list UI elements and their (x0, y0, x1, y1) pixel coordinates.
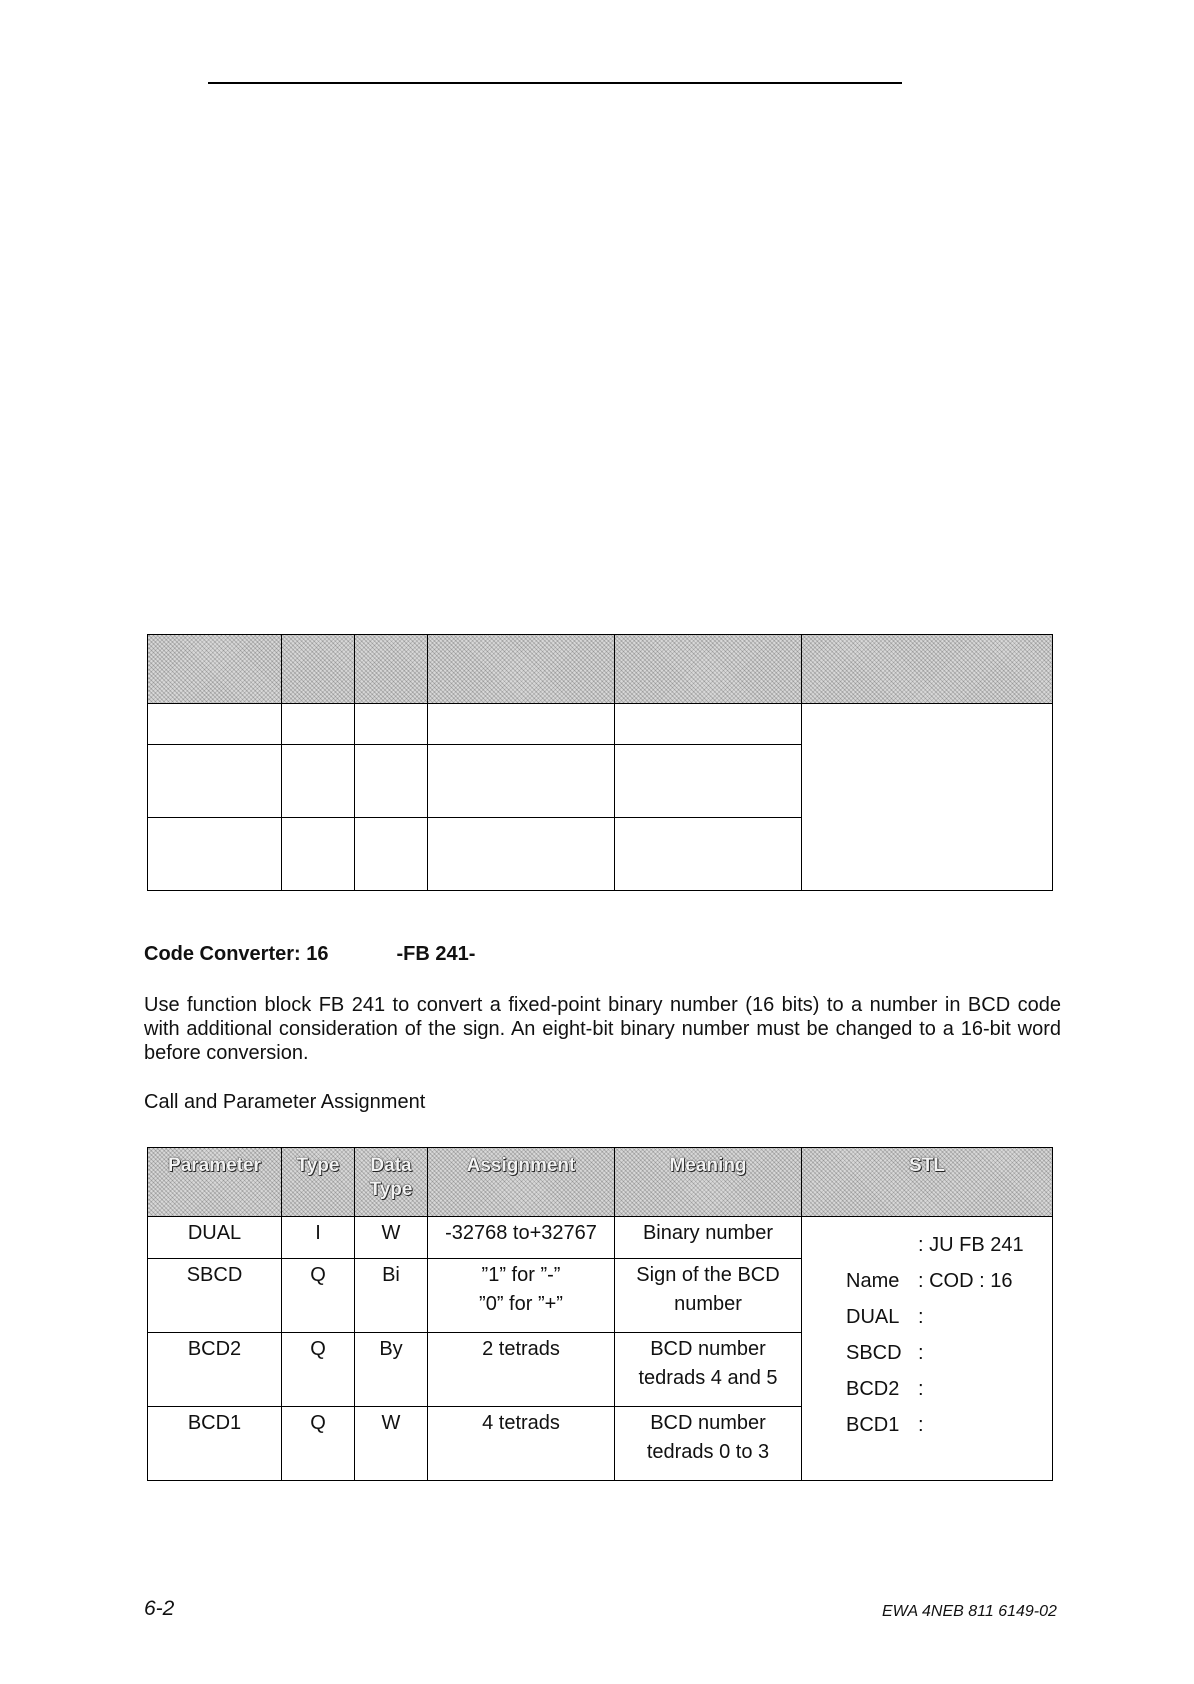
empty-cell (282, 745, 355, 818)
header-data-type-line1: Data (370, 1155, 412, 1176)
header-data-type (355, 1148, 428, 1217)
meaning-line1: Binary number (642, 1222, 774, 1244)
empty-parameter-table (147, 634, 1053, 891)
page-number: 6-2 (144, 1597, 175, 1620)
empty-cell (428, 818, 615, 891)
meaning-line1: BCD number (650, 1338, 766, 1360)
section-heading (144, 943, 475, 966)
header-data-type-line2: Type (369, 1179, 413, 1200)
meaning-line2: tedrads 0 to 3 (646, 1441, 770, 1463)
empty-cell (615, 745, 802, 818)
stl-label: SBCD (846, 1342, 902, 1364)
stl-line (802, 1371, 1052, 1407)
empty-header-cell (282, 635, 355, 704)
empty-cell (615, 818, 802, 891)
cell-type: Q (282, 1407, 355, 1481)
table-header-row (148, 1148, 1053, 1217)
header-parameter: Parameter (148, 1148, 282, 1217)
assignment-line2: ”0” for ”+” (479, 1293, 563, 1315)
stl-label (802, 1227, 918, 1263)
cell-data-type: Bi (355, 1259, 428, 1333)
stl-label: BCD2 (846, 1378, 900, 1400)
empty-cell (355, 745, 428, 818)
stl-line (802, 1227, 1052, 1263)
stl-line (802, 1263, 1052, 1299)
cell-meaning (615, 1217, 802, 1259)
header-type: Type (282, 1148, 355, 1217)
cell-data-type: W (355, 1407, 428, 1481)
stl-line (802, 1299, 1052, 1335)
empty-header-cell (428, 635, 615, 704)
assignment-line1: ”1” for ”-” (481, 1264, 561, 1286)
stl-value: : (918, 1306, 924, 1328)
empty-cell (282, 818, 355, 891)
header-assignment: Assignment (428, 1148, 615, 1217)
section-title: Code Converter: 16 (144, 943, 329, 965)
cell-data-type: W (355, 1217, 428, 1259)
cell-type: I (282, 1217, 355, 1259)
empty-cell (148, 704, 282, 745)
cell-type: Q (282, 1333, 355, 1407)
empty-cell (282, 704, 355, 745)
meaning-line2: number (674, 1293, 742, 1315)
cell-assignment (428, 1333, 615, 1407)
stl-label: Name (846, 1270, 900, 1292)
cell-type: Q (282, 1259, 355, 1333)
empty-stl-cell (802, 704, 1053, 891)
header-meaning: Meaning (615, 1148, 802, 1217)
meaning-line1: Sign of the BCD (636, 1264, 780, 1286)
stl-value: : JU FB 241 (918, 1234, 1024, 1256)
cell-parameter: BCD2 (148, 1333, 282, 1407)
empty-header-cell (355, 635, 428, 704)
empty-cell (355, 818, 428, 891)
empty-header-cell (148, 635, 282, 704)
cell-meaning (615, 1407, 802, 1481)
stl-label: DUAL (846, 1306, 900, 1328)
table-row (148, 1217, 1053, 1259)
empty-header-cell (615, 635, 802, 704)
stl-cell (802, 1217, 1053, 1481)
cell-parameter: DUAL (148, 1217, 282, 1259)
cell-parameter: BCD1 (148, 1407, 282, 1481)
assignment-line1: 4 tetrads (482, 1412, 560, 1434)
cell-meaning (615, 1333, 802, 1407)
section-block-id: -FB 241- (396, 943, 476, 965)
stl-value: : (918, 1378, 924, 1400)
call-subheading: Call and Parameter Assignment (144, 1091, 426, 1113)
document-id: EWA 4NEB 811 6149-02 (882, 1603, 1057, 1620)
stl-value: : COD : 16 (918, 1270, 1013, 1292)
stl-value: : (918, 1342, 924, 1364)
meaning-line2: tedrads 4 and 5 (638, 1367, 778, 1389)
empty-cell (355, 704, 428, 745)
cell-data-type: By (355, 1333, 428, 1407)
empty-cell (428, 745, 615, 818)
section-description: Use function block FB 241 to convert a fixed-point binary number (16 bits) to a number in BCD code with additional consideration of the sign. An eight-bit binary number must be changed to a 16-bit word before conversion. (144, 994, 1061, 1064)
cell-parameter: SBCD (148, 1259, 282, 1333)
assignment-line1: -32768 to+32767 (445, 1222, 597, 1244)
top-rule (208, 82, 902, 84)
empty-cell (615, 704, 802, 745)
stl-value: : (918, 1414, 924, 1436)
cell-assignment (428, 1217, 615, 1259)
stl-label: BCD1 (846, 1414, 900, 1436)
stl-line (802, 1335, 1052, 1371)
header-stl: STL (802, 1148, 1053, 1217)
parameter-table (147, 1147, 1053, 1481)
cell-assignment (428, 1259, 615, 1333)
cell-assignment (428, 1407, 615, 1481)
assignment-line1: 2 tetrads (482, 1338, 560, 1360)
empty-cell (148, 745, 282, 818)
meaning-line1: BCD number (650, 1412, 766, 1434)
cell-meaning (615, 1259, 802, 1333)
empty-cell (148, 818, 282, 891)
empty-cell (428, 704, 615, 745)
stl-line (802, 1407, 1052, 1443)
empty-header-cell (802, 635, 1053, 704)
